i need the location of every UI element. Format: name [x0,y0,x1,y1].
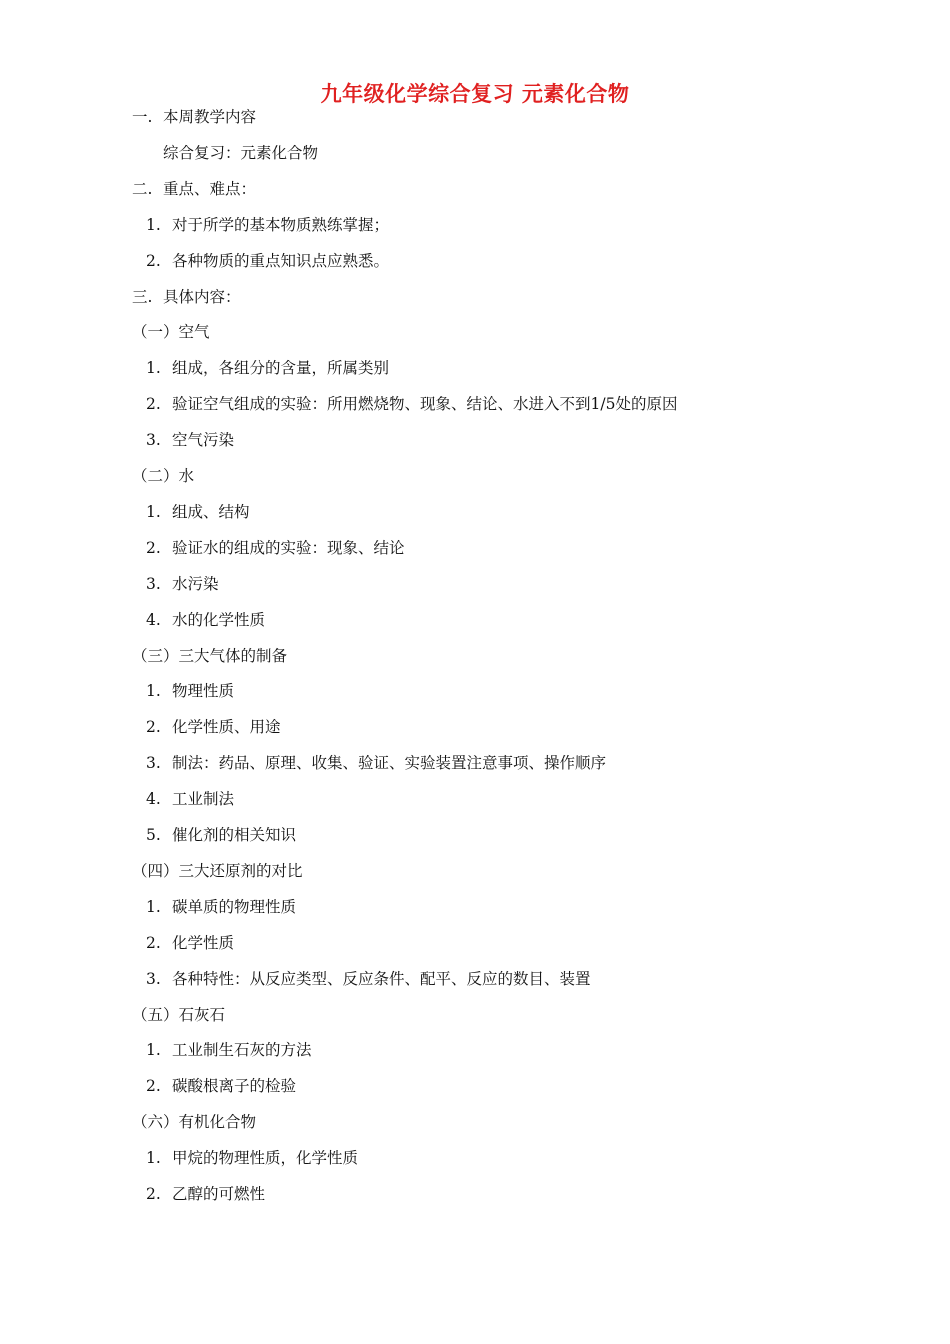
list-item [146,1076,296,1096]
line-text: 乙醇的可燃性 [172,1185,266,1203]
subsection-heading [132,1005,225,1025]
list-number: 1. [146,359,161,378]
line-text: 空气污染 [172,431,235,450]
list-number: 1. [146,682,161,701]
line-text: 各种物质的重点知识点应熟悉。 [172,251,390,270]
list-item [146,502,250,522]
line-text: 催化剂的相关知识 [172,826,297,844]
list-item [146,610,265,630]
list-item [146,215,389,235]
list-number: 2. [146,718,161,737]
line-text: 水污染 [172,574,219,593]
subsection-heading [132,646,287,666]
section-heading [132,179,256,199]
list-item [146,430,234,450]
list-number: 2. [146,1185,161,1203]
section-heading [132,287,241,307]
line-text: 本周教学内容 [163,108,257,126]
line-text: 碳酸根离子的检验 [172,1077,297,1096]
subsection-heading [132,861,303,881]
list-number: 2. [146,251,161,270]
line-text: （三）三大气体的制备 [132,646,288,665]
line-text: 制法：药品、原理、收集、验证、实验装置注意事项、操作顺序 [172,754,607,773]
list-item [146,538,405,558]
line-text: 工业制生石灰的方法 [172,1041,312,1060]
line-text: 化学性质 [172,933,235,952]
list-number: 5. [146,826,161,844]
list-number: 2. [146,395,161,414]
line-text: 组成、结构 [172,502,250,521]
list-item [146,933,234,953]
line-text: 水的化学性质 [172,610,266,629]
list-item [146,251,389,271]
list-number: 三. [132,287,153,306]
line-text: 工业制法 [172,790,235,809]
list-item [146,1148,358,1168]
line-text: 重点、难点： [163,179,257,198]
line-text: 甲烷的物理性质，化学性质 [172,1149,359,1168]
list-number: 2. [146,1077,161,1096]
list-number: 一. [132,108,153,126]
line-text: 化学性质、用途 [172,718,281,737]
line-text: 物理性质 [172,682,235,701]
subsection-heading [132,322,210,342]
line-text: 各种特性：从反应类型、反应条件、配平、反应的数目、装置 [172,969,591,988]
list-number: 二. [132,179,153,198]
list-item [146,753,606,773]
list-number: 2. [146,933,161,952]
subsection-heading [132,466,194,486]
list-item [146,1040,312,1060]
line-text: 碳单质的物理性质 [172,897,297,916]
list-number: 1. [146,215,161,234]
document-title: 九年级化学综合复习 元素化合物 [320,82,630,106]
list-number: 1. [146,502,161,521]
list-item [146,358,389,378]
list-number: 4. [146,790,161,809]
list-item [146,717,281,737]
list-number: 3. [146,574,161,593]
line-text: 组成，各组分的含量，所属类别 [172,359,390,378]
line-text: （六）有机化合物 [132,1113,257,1132]
list-number: 3. [146,431,161,450]
line-text: （五）石灰石 [132,1005,226,1024]
line-text: 验证水的组成的实验：现象、结论 [172,538,405,557]
list-number: 1. [146,1041,161,1060]
list-item [146,1184,265,1204]
line-text: 综合复习：元素化合物 [163,143,319,162]
list-item [146,969,591,989]
line-text: （一）空气 [132,323,210,342]
list-number: 3. [146,754,161,773]
list-item [146,681,234,701]
subsection-heading [132,1112,256,1132]
list-item [146,394,677,414]
list-item [146,825,296,845]
line-text: 具体内容： [163,287,241,306]
list-number: 3. [146,969,161,988]
list-number: 4. [146,610,161,629]
line-text: 对于所学的基本物质熟练掌握； [172,215,390,234]
section-text [163,143,318,163]
line-text: （四）三大还原剂的对比 [132,861,303,880]
list-number: 2. [146,538,161,557]
section-heading [132,107,256,127]
line-text: 验证空气组成的实验：所用燃烧物、现象、结论、水进入不到1/5处的原因 [172,395,678,414]
list-item [146,897,296,917]
list-number: 1. [146,1149,161,1168]
list-item [146,789,234,809]
list-number: 1. [146,897,161,916]
line-text: （二）水 [132,467,195,485]
list-item [146,574,219,594]
